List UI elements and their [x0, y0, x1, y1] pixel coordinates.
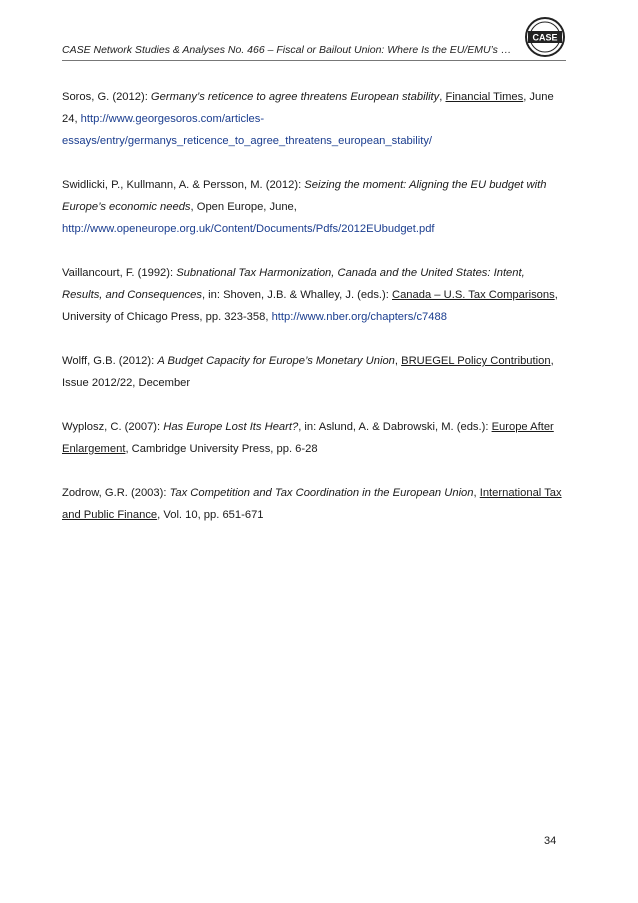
ref-details: , June 24,: [62, 91, 554, 125]
ref-authors: Zodrow, G.R. (2003):: [62, 487, 170, 499]
reference-item: [62, 350, 562, 394]
page-number: 34: [544, 835, 557, 847]
ref-source: BRUEGEL Policy Contribution: [401, 355, 551, 367]
reference-item: [62, 262, 562, 328]
ref-authors: Soros, G. (2012):: [62, 91, 151, 103]
reference-item: [62, 416, 562, 460]
logo-text: CASE: [532, 32, 558, 43]
ref-source: Europe After Enlargement: [62, 421, 554, 455]
ref-authors: Swidlicki, P., Kullmann, A. & Persson, M. (2012):: [62, 179, 305, 191]
ref-details: , Open Europe, June,: [190, 201, 297, 213]
ref-sep: , in: Shoven, J.B. & Whalley, J. (eds.):: [201, 289, 392, 301]
ref-authors: Wolff, G.B. (2012):: [62, 355, 158, 367]
page-header: [62, 32, 566, 60]
reference-item: [62, 482, 562, 526]
ref-source: Canada – U.S. Tax Comparisons: [392, 289, 555, 301]
ref-sep: ,: [473, 487, 480, 499]
reference-item: [62, 174, 562, 240]
ref-url-link[interactable]: http://www.nber.org/chapters/c7488: [271, 311, 447, 323]
ref-details: , University of Chicago Press, pp. 323-358,: [62, 289, 558, 323]
ref-title: Has Europe Lost Its Heart?: [163, 421, 299, 433]
ref-sep: ,: [439, 91, 446, 103]
ref-source: Financial Times: [445, 91, 524, 103]
ref-sep: ,: [394, 355, 402, 367]
case-logo: [524, 16, 566, 58]
ref-title: Germany’s reticence to agree threatens European stability: [150, 91, 440, 103]
reference-item: [62, 86, 562, 152]
ref-title: Seizing the moment: Aligning the EU budget with Europe’s economic needs: [62, 179, 547, 213]
ref-url-link[interactable]: http://www.georgesoros.com/articles-essays/entry/germanys_reticence_to_agree_threatens_european_stability/: [62, 113, 433, 147]
running-title: CASE Network Studies & Analyses No. 466 – Fiscal or Bailout Union: Where Is the EU/EMU’s …: [62, 44, 512, 56]
ref-authors: Vaillancourt, F. (1992):: [62, 267, 177, 279]
ref-details: , Cambridge University Press, pp. 6-28: [125, 443, 318, 455]
ref-sep: , in: Aslund, A. & Dabrowski, M. (eds.):: [298, 421, 492, 433]
reference-list: [62, 86, 562, 548]
header-rule: [62, 60, 566, 61]
ref-details: , Vol. 10, pp. 651-671: [157, 509, 264, 521]
ref-details: , Issue 2012/22, December: [62, 355, 554, 389]
ref-source: International Tax and Public Finance: [62, 487, 562, 521]
ref-url-link[interactable]: http://www.openeurope.org.uk/Content/Documents/Pdfs/2012EUbudget.pdf: [62, 223, 435, 235]
ref-authors: Wyplosz, C. (2007):: [62, 421, 164, 433]
ref-title: Tax Competition and Tax Coordination in the European Union: [169, 487, 474, 499]
ref-title: Subnational Tax Harmonization, Canada and the United States: Intent, Results, and Consequences: [62, 267, 525, 301]
ref-title: A Budget Capacity for Europe’s Monetary Union: [157, 355, 395, 367]
